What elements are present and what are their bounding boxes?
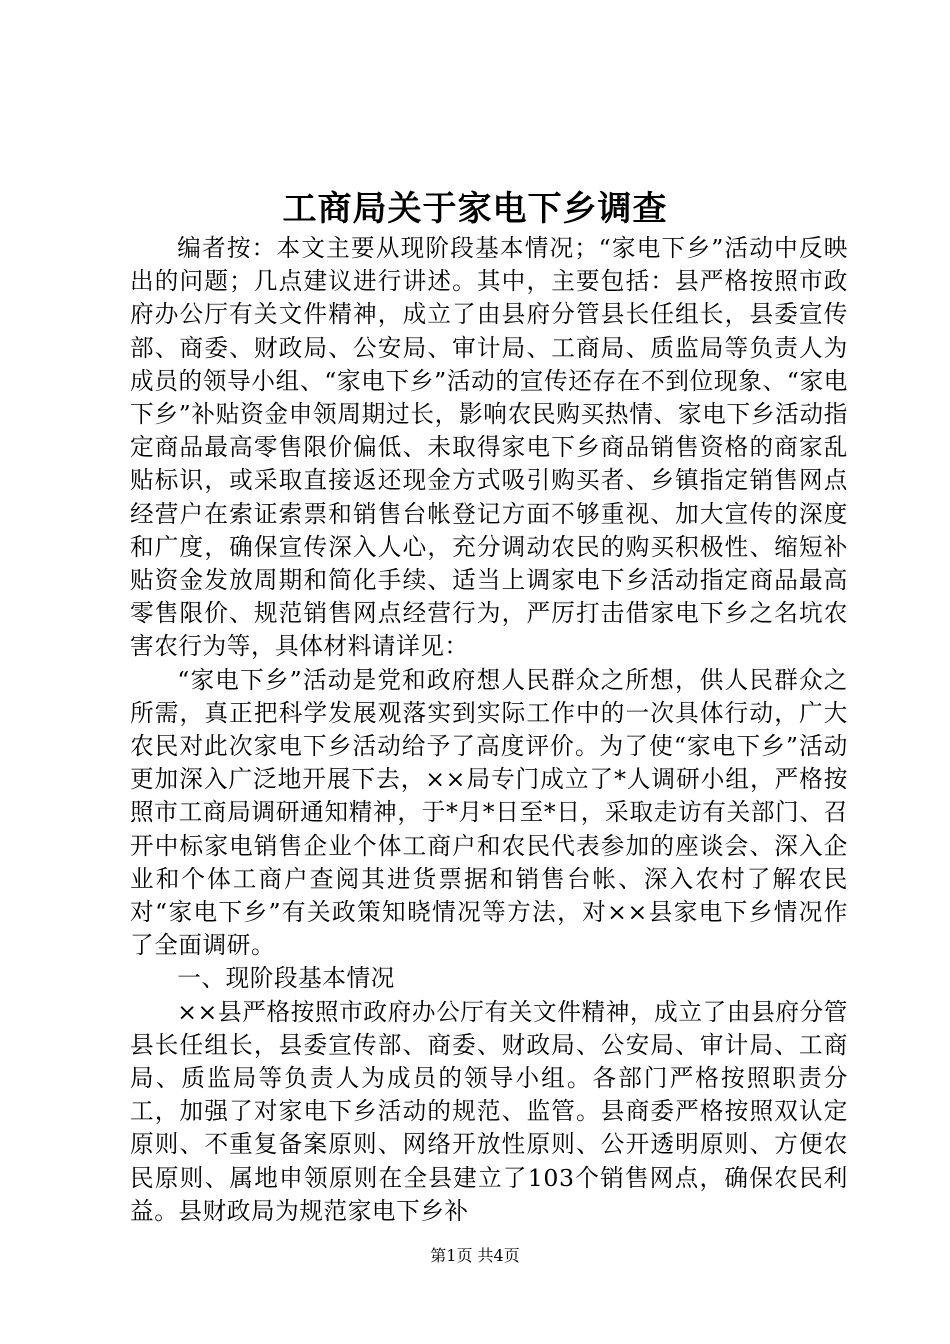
- paragraph-basic-situation: ××县严格按照市政府办公厅有关文件精神，成立了由县府分管县长任组长，县委宣传部、商委、财政局、公安局、审计局、工商局、质监局等负责人为成员的领导小组。各部门严格按照职责分工，加强了对家电下乡活动的规范、监管。县商委严格按照双认定原则、不重复备案原则、网络开放性原则、公开透明原则、方便农民原则、属地申领原则在全县建立了103个销售网点，确保农民利益。县财政局为规范家电下乡补: [130, 997, 848, 1225]
- paragraph-intro: “家电下乡”活动是党和政府想人民群众之所想，供人民群众之所需，真正把科学发展观落实到实际工作中的一次具体行动，广大农民对此次家电下乡活动给予了高度评价。为了使“家电下乡”活动更加深入广泛地开展下去，××局专门成立了*人调研小组，严格按照市工商局调研通知精神，于*月*日至*日，采取走访有关部门、召开中标家电销售企业个体工商户和农民代表参加的座谈会、深入企业和个体工商户查阅其进货票据和销售台帐、深入农村了解农民对“家电下乡”有关政策知晓情况等方法，对××县家电下乡情况作了全面调研。: [130, 665, 848, 960]
- page-footer: 第1页 共4页: [430, 1246, 520, 1265]
- section-heading: 一、现阶段基本情况: [177, 964, 395, 993]
- document-body: [130, 232, 848, 1228]
- paragraph-editor-note: 编者按：本文主要从现阶段基本情况；“家电下乡”活动中反映出的问题；几点建议进行讲述。其中，主要包括：县严格按照市政府办公厅有关文件精神，成立了由县府分管县长任组长，县委宣传部、商委、财政局、公安局、审计局、工商局、质监局等负责人为成员的领导小组、“家电下乡”活动的宣传还存在不到位现象、“家电下乡”补贴资金申领周期过长，影响农民购买热情、家电下乡活动指定商品最高零售限价偏低、未取得家电下乡商品销售资格的商家乱贴标识，或采取直接返还现金方式吸引购买者、乡镇指定销售网点经营户在索证索票和销售台帐登记方面不够重视、加大宣传的深度和广度，确保宣传深入人心，充分调动农民的购买积极性、缩短补贴资金发放周期和简化手续、适当上调家电下乡活动指定商品最高零售限价、规范销售网点经营行为，严厉打击借家电下乡之名坑农害农行为等，具体材料请详见：: [130, 234, 848, 661]
- document-title: 工商局关于家电下乡调查: [282, 189, 668, 229]
